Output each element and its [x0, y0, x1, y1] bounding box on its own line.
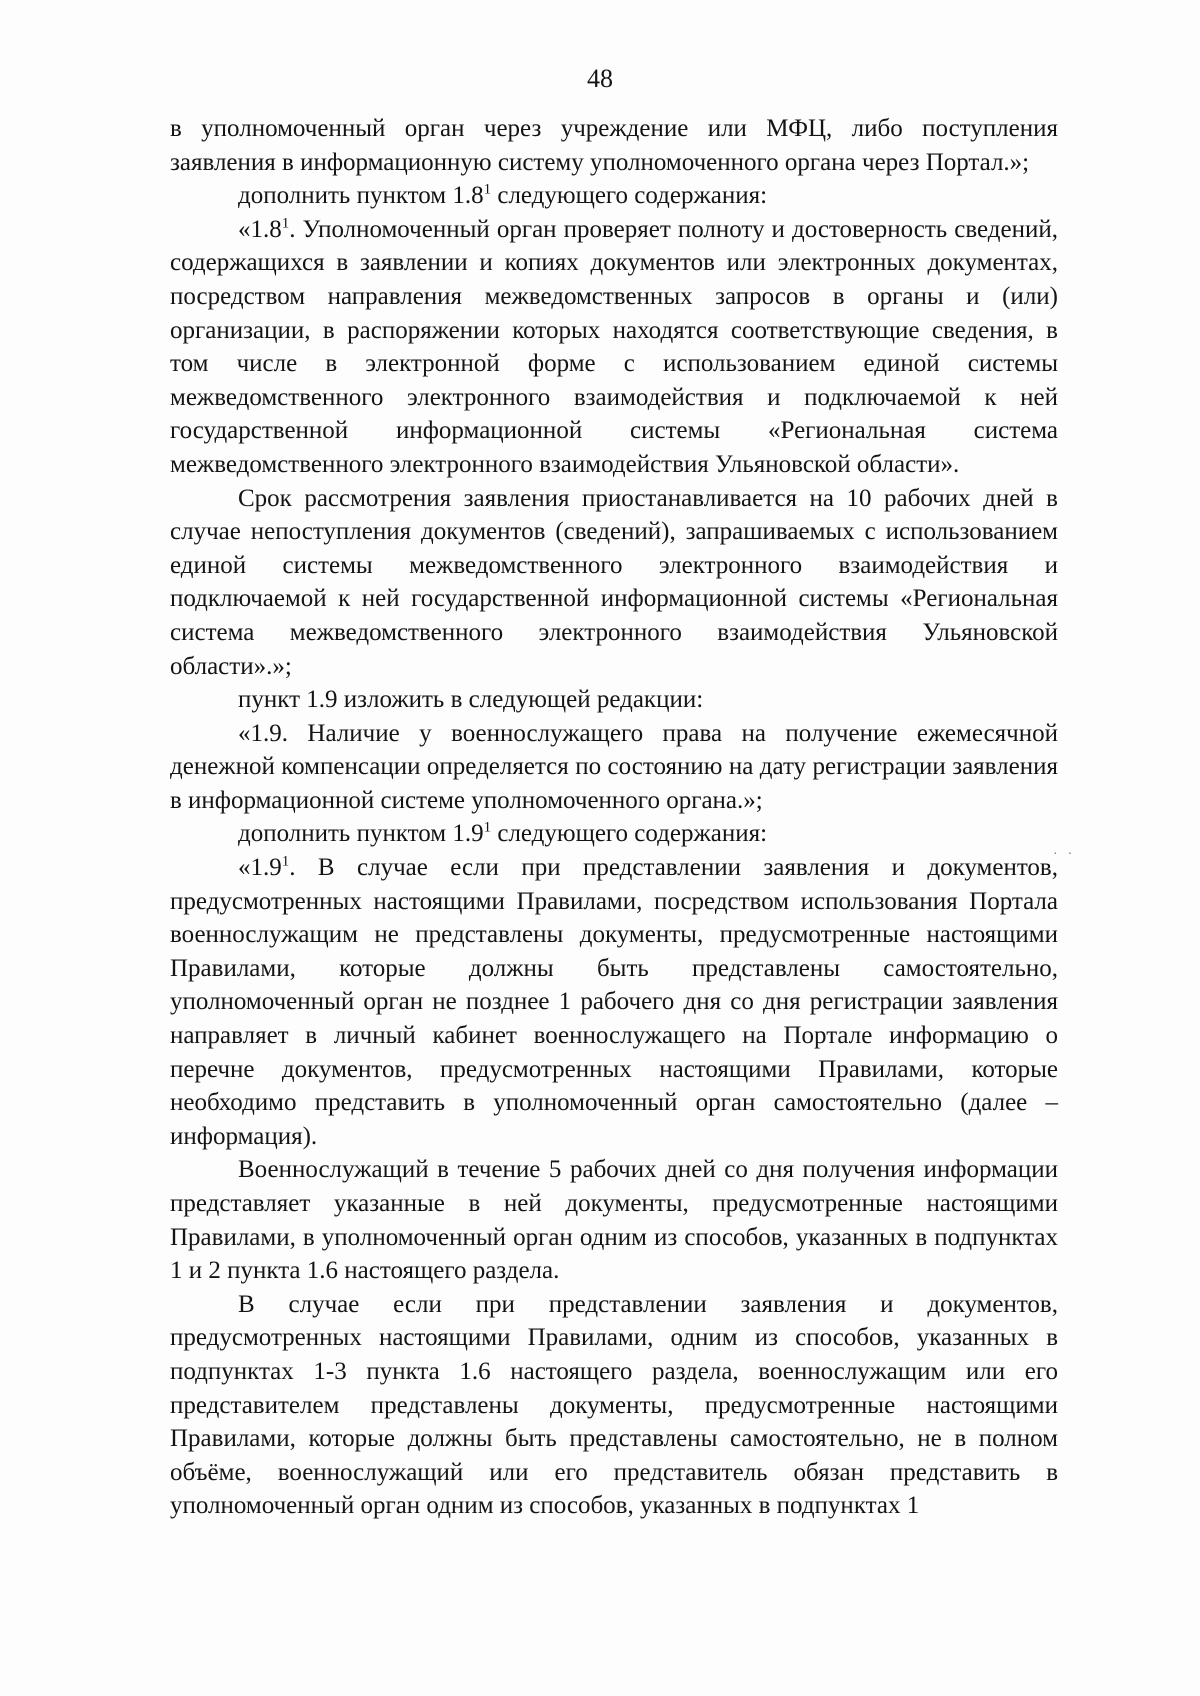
paragraph-6: «1.9. Наличие у военнослужащего права на получение ежемесячной денежной компенсации определяется по состоянию на дату регистрации заявления в информационной системе уполномоченного органа.»; [170, 719, 1058, 814]
paragraph-3-text: «1.8 [238, 215, 282, 243]
superscript-1: 1 [281, 215, 290, 232]
paragraph-2-text: дополнить пунктом 1.8 [238, 182, 484, 210]
paragraph-8-text: «1.9 [238, 854, 282, 882]
paragraph-8 [170, 851, 1058, 1153]
paragraph-1: в уполномоченный орган через учреждение или МФЦ, либо поступления заявления в информационную систему уполномоченного органа через Портал.»; [170, 115, 1058, 176]
paragraph-2-text-end: следующего содержания: [491, 182, 768, 210]
paragraph-4: Срок рассмотрения заявления приостанавливается на 10 рабочих дней в случае непоступления документов (сведений), запрашиваемых с использованием единой системы межведомственного электронного взаимодействия и подключаемой к ней государственной информационной системы «Региональная система межведомственного электронного взаимодействия Ульяновской области».»; [170, 484, 1058, 680]
paragraph-7-text: дополнить пунктом 1.9 [238, 820, 484, 848]
paragraph-3-text-end: . Уполномоченный орган проверяет полноту и достоверность сведений, содержащихся в заявлении и копиях документов или электронных документах, посредством направления межведомственных запросов в органы и (или) организации, в распоряжении которых находятся соответствующие сведения, в том числе в электронной форме с использованием единой системы межведомственного электронного взаимодействия и подключаемой к ней государственной информационной системы «Региональная система межведомственного электронного взаимодействия Ульяновской области». [170, 215, 1058, 478]
paragraph-7-text-end: следующего содержания: [491, 820, 768, 848]
paragraph-2 [170, 179, 1058, 213]
paragraph-8-text-end: . В случае если при представлении заявления и документов, предусмотренных настоящими Правилами, посредством использования Портала военнослужащим не представлены документы, предусмотренные настоящими Правилами, которые должны быть представлены самостоятельно, уполномоченный орган не позднее 1 рабочего дня со дня регистрации заявления направляет в личный кабинет военнослужащего на Портале информацию о перечне документов, предусмотренных настоящими Правилами, которые необходимо представить в уполномоченный орган самостоятельно (далее – информация). [170, 854, 1058, 1150]
document-body [170, 112, 1058, 1523]
page-number: 48 [587, 64, 613, 93]
scan-artifact: ·· [1053, 847, 1083, 862]
superscript-1: 1 [483, 181, 492, 198]
paragraph-9: Военнослужащий в течение 5 рабочих дней со дня получения информации представляет указанные в ней документы, предусмотренные настоящими Правилами, в уполномоченный орган одним из способов, указанных в подпунктах 1 и 2 пункта 1.6 настоящего раздела. [170, 1156, 1058, 1285]
paragraph-10: В случае если при представлении заявления и документов, предусмотренных настоящими Правилами, одним из способов, указанных в подпунктах 1-3 пункта 1.6 настоящего раздела, военнослужащим или его представителем представлены документы, предусмотренные настоящими Правилами, которые должны быть представлены самостоятельно, не в полном объёме, военнослужащий или его представитель обязан представить в уполномоченный орган одним из способов, указанных в подпунктах 1 [170, 1290, 1058, 1520]
paragraph-7 [170, 817, 1058, 851]
paragraph-5: пункт 1.9 изложить в следующей редакции: [238, 686, 704, 714]
superscript-1: 1 [483, 820, 492, 837]
paragraph-3 [170, 213, 1058, 482]
superscript-1: 1 [281, 853, 290, 870]
